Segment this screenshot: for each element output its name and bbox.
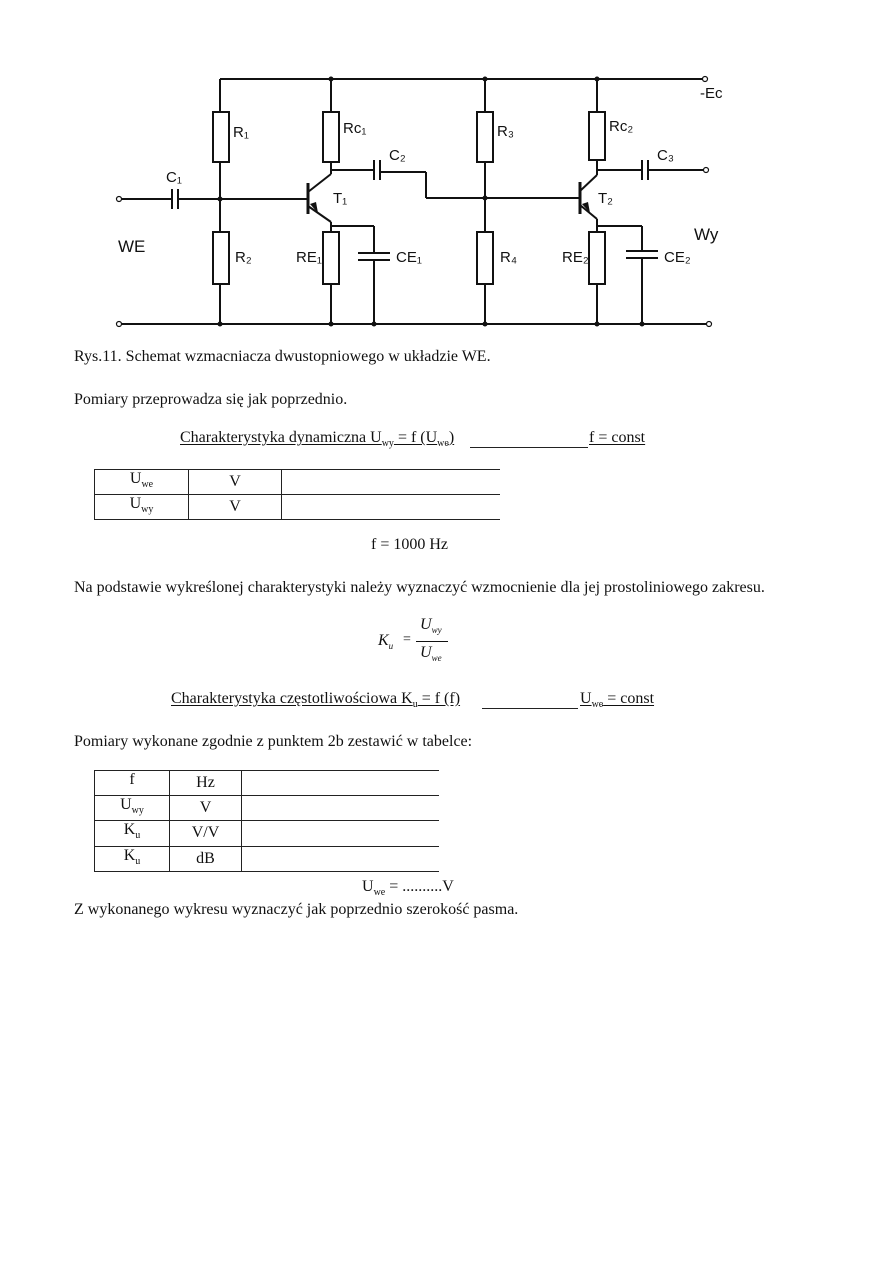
table-row: $U_{wy}$ V xyxy=(95,495,501,520)
label-wy: Wy xyxy=(694,225,719,244)
label-r1: R₁ xyxy=(233,124,249,141)
gain-paragraph: Na podstawie wykreślonej charakterystyki należy wyznaczyć wzmocnienie dla jej prostoliniowego zakresu. xyxy=(74,579,765,596)
label-ce1: CE₁ xyxy=(396,249,422,266)
section1-title: Charakterystyka dynamiczna $U_{wy} = f$ $(U_{we})$ xyxy=(180,429,455,450)
section1-rule xyxy=(470,447,588,448)
label-r2: R₂ xyxy=(235,249,252,266)
label-r3: R₃ xyxy=(497,123,514,140)
circuit-diagram xyxy=(0,0,893,340)
label-re1: RE₁ xyxy=(296,249,322,266)
table-row: $U_{wy}$ V xyxy=(95,796,440,821)
label-rc2: Rc₂ xyxy=(609,118,634,135)
label-c2: C₂ xyxy=(389,147,406,164)
resistor-re1 xyxy=(323,232,339,284)
closing-text: Z wykonanego wykresu wyznaczyć jak poprzednio szerokość pasma. xyxy=(74,901,519,918)
label-t1: T₁ xyxy=(333,190,348,207)
label-re2: RE₂ xyxy=(562,249,589,266)
label-rc1: Rc₁ xyxy=(343,120,367,137)
table-frequency xyxy=(94,770,439,872)
label-c1: C₁ xyxy=(166,169,182,186)
section2-title: Charakterystyka częstotliwościowa $K_u = f$ (f) xyxy=(171,690,461,711)
table-dynamic xyxy=(94,469,500,520)
table-row: $U_{we}$ V xyxy=(95,470,501,495)
uwe-note: $U_{we} = ..........V$ xyxy=(362,878,454,899)
frequency-note: f = 1000 Hz xyxy=(371,536,449,553)
resistor-r2 xyxy=(213,232,229,284)
table-row: f Hz xyxy=(95,771,440,796)
resistor-r1 xyxy=(213,112,229,162)
section2-rule xyxy=(482,708,578,709)
intro-text: Pomiary przeprowadza się jak poprzednio. xyxy=(74,391,348,408)
label-c3: C₃ xyxy=(657,147,674,164)
resistor-rc1 xyxy=(323,112,339,162)
section1-condition: f = const xyxy=(589,429,646,446)
label-ec: -Ec xyxy=(700,85,723,102)
instruction-text: Pomiary wykonane zgodnie z punktem 2b zestawić w tabelce: xyxy=(74,733,473,750)
figure-caption: Rys.11. Schemat wzmacniacza dwustopniowego w układzie WE. xyxy=(74,348,491,365)
table-row: $K_u$ dB xyxy=(95,846,440,871)
table-row: $K_u$ V/V xyxy=(95,821,440,846)
resistor-r3 xyxy=(477,112,493,162)
label-t2: T₂ xyxy=(598,190,613,207)
resistor-r4 xyxy=(477,232,493,284)
gain-formula: $K_u$ = $U_{wy}$ $U_{we}$ xyxy=(378,616,468,668)
section2-condition: $U_{we}$ = const xyxy=(580,690,655,711)
resistor-rc2 xyxy=(589,112,605,160)
resistor-re2 xyxy=(589,232,605,284)
label-we: WE xyxy=(118,237,146,256)
label-r4: R₄ xyxy=(500,249,517,266)
label-ce2: CE₂ xyxy=(664,249,691,266)
